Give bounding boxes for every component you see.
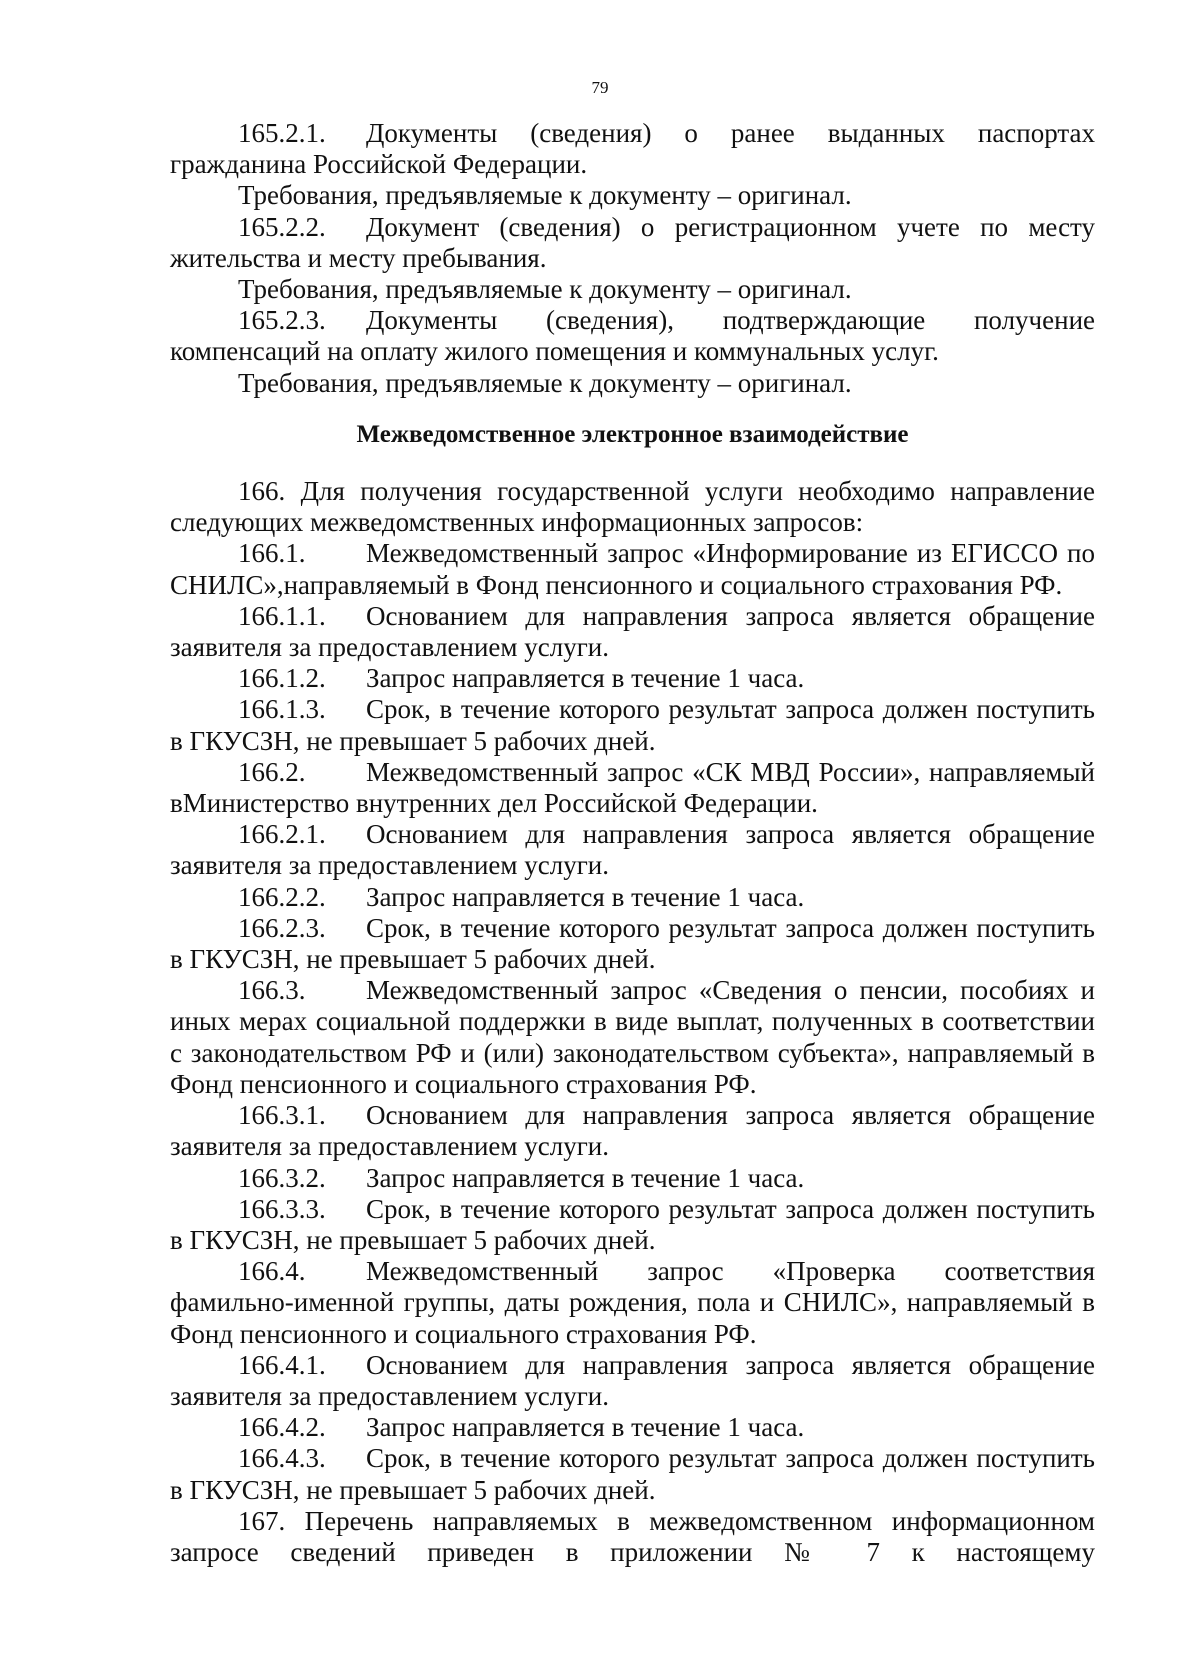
- requirement-text: Требования, предъявляемые к документу – оригинал.: [238, 180, 852, 211]
- paragraph-165-2-2: [170, 212, 1095, 274]
- item-number: 166.4.3.: [238, 1443, 326, 1474]
- item-number: 166.4.: [238, 1256, 306, 1287]
- item-text: Запрос направляется в течение 1 часа.: [366, 1162, 805, 1193]
- item-text: Документ (сведения) о регистрационном учете по месту жительства и месту пребывания.: [170, 211, 1095, 273]
- paragraph-166-4-1: [170, 1350, 1095, 1412]
- item-number: 166.4.1.: [238, 1349, 326, 1380]
- item-number: 166.4.2.: [238, 1412, 326, 1443]
- item-text: Документы (сведения) о ранее выданных паспортах гражданина Российской Федерации.: [170, 118, 1095, 180]
- requirement-text: Требования, предъявляемые к документу – оригинал.: [238, 274, 852, 305]
- item-number: 166.2.: [238, 756, 306, 787]
- paragraph-167: 167. Перечень направляемых в межведомственном информационном запросе сведений приведен в приложении № 7 к настоящему: [170, 1505, 1095, 1567]
- item-number: 166.1.2.: [238, 663, 326, 694]
- item-number: 165.2.3.: [238, 305, 326, 336]
- paragraph-166-3-1: [170, 1100, 1095, 1162]
- paragraph-166-1-1: [170, 601, 1095, 663]
- paragraph-166-1-2: [170, 663, 1095, 694]
- page-number: 79: [591, 78, 609, 97]
- item-text: Основанием для направления запроса является обращение заявителя за предоставлением услуги.: [170, 600, 1095, 663]
- item-text: Основанием для направления запроса является обращение заявителя за предоставлением услуги.: [170, 819, 1095, 881]
- item-number: 166.1.3.: [238, 694, 326, 725]
- paragraph-166-3-3: [170, 1194, 1095, 1256]
- item-number: 165.2.2.: [238, 211, 326, 242]
- paragraph-166-4-2: [170, 1412, 1095, 1443]
- paragraph-166-3: [170, 975, 1095, 1100]
- item-text: Запрос направляется в течение 1 часа.: [366, 663, 805, 694]
- item-text: Срок, в течение которого результат запроса должен поступить в ГКУСЗН, не превышает 5 рабочих дней.: [170, 1193, 1095, 1255]
- item-number: 165.2.1.: [238, 118, 326, 148]
- item-number: 166.2.3.: [238, 912, 326, 943]
- paragraph-166-1-3: [170, 694, 1095, 756]
- paragraph-166-2-2: [170, 882, 1095, 913]
- paragraph-166-3-2: [170, 1163, 1095, 1194]
- paragraph-165-2-3: [170, 305, 1095, 367]
- document-body: [170, 118, 1095, 1568]
- item-number: 166.1.: [238, 538, 306, 569]
- paragraph-166-2-3: [170, 913, 1095, 975]
- item-number: 166.2.2.: [238, 881, 326, 912]
- item-text: Запрос направляется в течение 1 часа.: [366, 881, 805, 912]
- item-number: 166.2.1.: [238, 819, 326, 850]
- item-text: Документы (сведения), подтверждающие получение компенсаций на оплату жилого помещения и коммунальных услуг.: [170, 305, 1095, 367]
- item-number: 166.1.1.: [238, 600, 326, 631]
- item-text: Межведомственный запрос «Информирование из ЕГИССО по СНИЛС»,направляемый в Фонд пенсионного и социального страхования РФ.: [170, 538, 1095, 600]
- item-number: 166.3.: [238, 975, 306, 1006]
- section-heading: Межведомственное электронное взаимодействие: [356, 420, 909, 448]
- paragraph-166-2-1: [170, 819, 1095, 881]
- paragraph-165-2-1: [170, 118, 1095, 180]
- item-number: 166.3.3.: [238, 1193, 326, 1224]
- paragraph-166: 166. Для получения государственной услуги необходимо направление следующих межведомственных информационных запросов:: [170, 476, 1095, 538]
- item-text: Межведомственный запрос «Проверка соответствия фамильно-именной группы, даты рождения, пола и СНИЛС», направляемый в Фонд пенсионного и социального страхования РФ.: [170, 1256, 1095, 1349]
- item-text: Основанием для направления запроса является обращение заявителя за предоставлением услуги.: [170, 1349, 1095, 1411]
- item-number: 166.3.1.: [238, 1100, 326, 1131]
- item-text: Межведомственный запрос «СК МВД России», направляемый вМинистерство внутренних дел Российской Федерации.: [170, 756, 1095, 819]
- item-number: 166.3.2.: [238, 1162, 326, 1193]
- item-text: Межведомственный запрос «Сведения о пенсии, пособиях и иных мерах социальной поддержки в виде выплат, полученных в соответствии с законодательством РФ и (или) законодательством субъекта», направляемый в Фонд пенсионного и социального страхования РФ.: [170, 975, 1095, 1099]
- item-text: Основанием для направления запроса является обращение заявителя за предоставлением услуги.: [170, 1100, 1095, 1162]
- item-text: Запрос направляется в течение 1 часа.: [366, 1412, 805, 1443]
- item-text: Срок, в течение которого результат запроса должен поступить в ГКУСЗН, не превышает 5 рабочих дней.: [170, 694, 1095, 756]
- requirement-text: Требования, предъявляемые к документу – оригинал.: [238, 367, 852, 398]
- paragraph-166-1: [170, 538, 1095, 600]
- item-text: Срок, в течение которого результат запроса должен поступить в ГКУСЗН, не превышает 5 рабочих дней.: [170, 912, 1095, 975]
- item-text: Срок, в течение которого результат запроса должен поступить в ГКУСЗН, не превышает 5 рабочих дней.: [170, 1443, 1095, 1505]
- paragraph-166-4: [170, 1256, 1095, 1350]
- paragraph-166-4-3: [170, 1443, 1095, 1505]
- paragraph-166-2: [170, 757, 1095, 819]
